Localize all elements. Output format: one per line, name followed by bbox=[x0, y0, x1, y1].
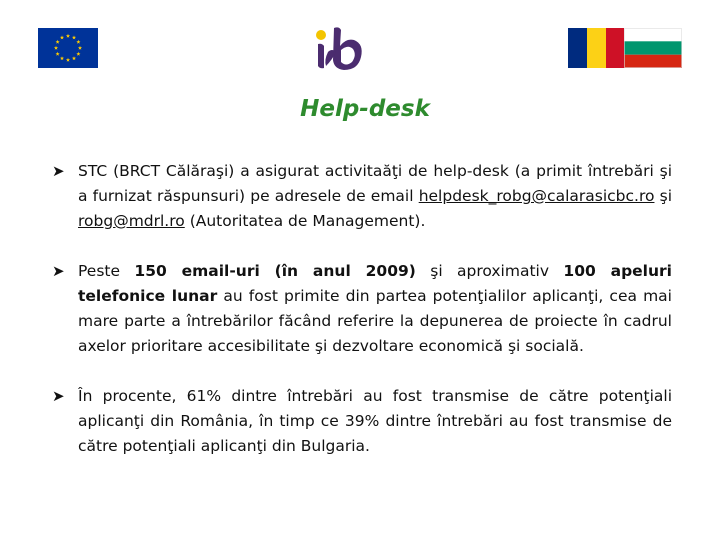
slide-title: Help-desk bbox=[300, 96, 430, 122]
eu-flag-icon bbox=[38, 28, 98, 68]
bullet-item-percentages bbox=[52, 384, 672, 459]
arrow-bullet-icon: ➤ bbox=[52, 162, 65, 180]
bullet-bold-text: 100 apeluri telefonice lunar bbox=[78, 262, 672, 305]
arrow-bullet-icon: ➤ bbox=[52, 262, 65, 280]
bullet-text: şi aproximativ bbox=[415, 262, 564, 280]
email-link-helpdesk[interactable]: helpdesk_robg@calarasicbc.ro bbox=[418, 187, 655, 205]
bullet-text: STC (BRCT Călăraşi) a asigurat activitaăţi de help-desk (a primit întrebări şi a furnizat răspunsuri) pe adresele de email bbox=[78, 162, 672, 205]
bulgaria-flag-icon bbox=[624, 28, 682, 68]
program-logo-icon bbox=[312, 22, 368, 76]
bullet-text: (Autoritatea de Management). bbox=[184, 212, 426, 230]
bullet-item-volume bbox=[52, 259, 672, 359]
bullet-text: şi bbox=[654, 187, 673, 205]
bullet-text: au fost primite din partea potenţialilor aplicanţi, cea mai mare parte a întrebărilor făcând referire la depunerea de proiecte în cadrul axelor prioritare accesibilitate şi dezvoltare economică şi socială. bbox=[78, 287, 672, 355]
bullet-text: Peste bbox=[78, 262, 135, 280]
bullet-text: În procente, 61% dintre întrebări au fost transmise de către potenţiali aplicanţi din România, în timp ce 39% dintre întrebări au fost transmise de către potenţiali aplicanţi din Bulgaria. bbox=[78, 387, 672, 455]
email-link-mdrl[interactable]: robg@mdrl.ro bbox=[78, 212, 185, 230]
bullet-item-helpdesk bbox=[52, 159, 672, 234]
bullet-bold-text: 150 email-uri (în anul 2009) bbox=[134, 262, 416, 280]
bullet-list bbox=[52, 159, 672, 459]
arrow-bullet-icon: ➤ bbox=[52, 387, 65, 405]
romania-flag-icon bbox=[568, 28, 624, 68]
